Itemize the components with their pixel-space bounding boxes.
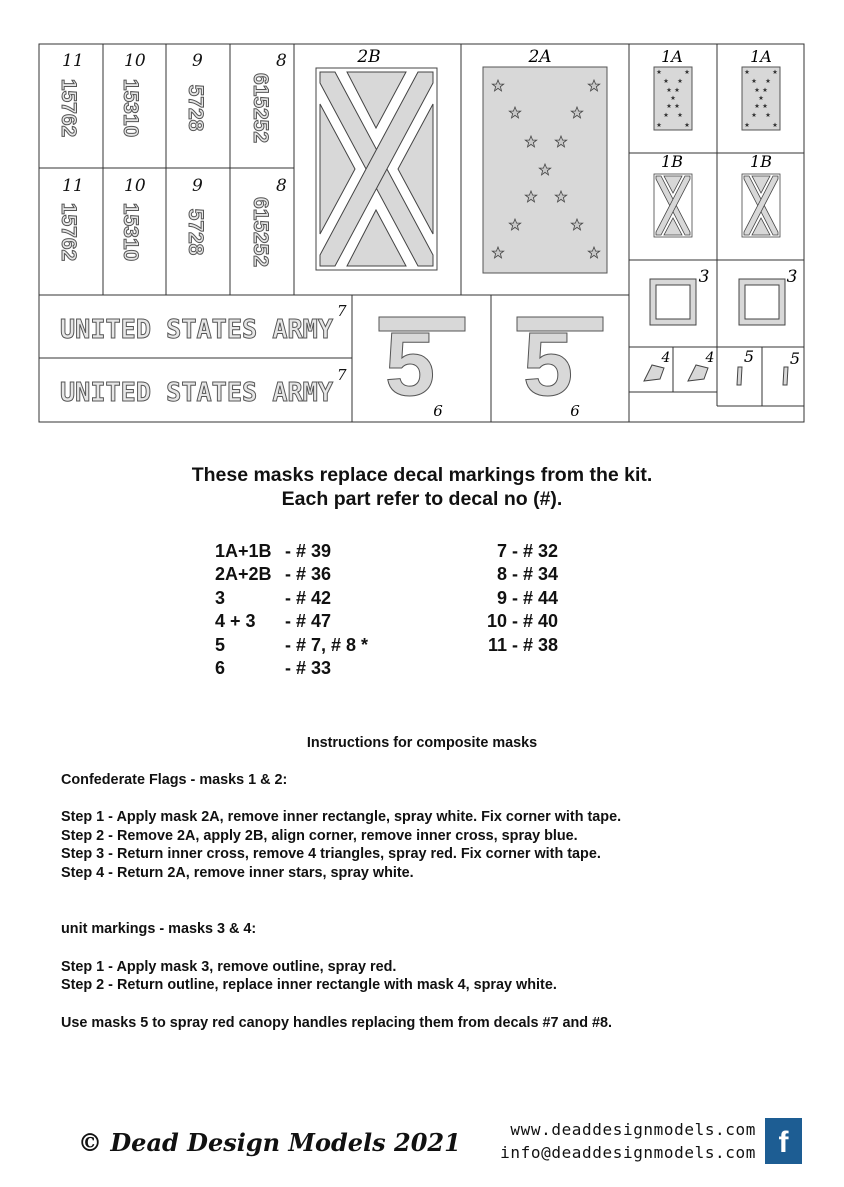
ref-part: 6 [215,658,226,678]
flag-2b-cross-mask [316,47,437,270]
mask-label-7-top: 7 [337,302,347,320]
mask-sheet [0,0,844,430]
flags-heading: Confederate Flags - masks 1 & 2: [61,772,288,788]
unit-heading: unit markings - masks 3 & 4: [61,921,257,937]
ref-right: 8 - # 34 [496,564,558,584]
mask-id-8-bottom: 8 [276,176,287,196]
mask-id-8-top: 8 [276,51,287,71]
ref-decal: - # 7, # 8 * [285,635,369,655]
mask-label-1b-left: 1B [661,152,683,171]
instructions-title: Instructions for composite masks [306,735,538,751]
heading-line-1: These masks replace decal markings from the kit. [191,464,653,486]
ref-part: 2A+2B [215,564,272,584]
mask-label-2a: 2A [528,47,552,67]
mask-3-squares [650,267,797,325]
digit-5-left: 5 [384,315,436,415]
mask-label-7-bottom: 7 [337,366,347,384]
mask-4-5-pieces [644,347,800,385]
flags-step-1: Step 1 - Apply mask 2A, remove inner rectangle, spray white. Fix corner with tape. [61,809,622,825]
unit-step-2: Step 2 - Return outline, replace inner rectangle with mask 4, spray white. [61,977,557,993]
ref-decal: - # 47 [285,611,332,631]
ref-right: 11 - # 38 [487,635,558,655]
ref-decal: - # 33 [285,658,332,678]
serial-615252-bottom: 615252 [249,196,272,268]
copyright: © Dead Design Models 2021 [78,1128,461,1157]
serial-15310-bottom: 15310 [119,202,142,262]
facebook-icon[interactable]: f [765,1118,802,1164]
mask-label-4-right: 4 [705,350,715,366]
flags-step-2: Step 2 - Remove 2A, apply 2B, align corner, remove inner cross, spray blue. [61,828,578,844]
mask-label-6-right: 6 [570,402,580,420]
mask-label-1a-left: 1A [661,47,683,66]
serial-5728-bottom: 5728 [184,208,207,256]
serial-15762-top: 15762 [57,78,80,138]
mask-label-5-left: 5 [743,347,755,366]
mask-id-10-bottom: 10 [124,176,146,196]
ref-part: 5 [215,635,226,655]
mask-label-3-right: 3 [786,267,798,287]
ref-part: 1A+1B [215,541,272,561]
serial-15762-bottom: 15762 [57,202,80,262]
flags-step-4: Step 4 - Return 2A, remove inner stars, spray white. [61,865,414,881]
flag-2a-stars-mask [483,47,607,273]
ref-right: 7 - # 32 [496,541,558,561]
mask-label-5-right: 5 [789,349,801,368]
mask-label-2b: 2B [357,47,381,67]
ref-part: 3 [215,588,226,608]
ref-part: 4 + 3 [215,611,256,631]
serial-615252-top: 615252 [249,72,272,144]
ref-right: 10 - # 40 [486,611,558,631]
digit-5-right: 5 [522,315,574,415]
heading-line-2: Each part refer to decal no (#). [281,488,563,510]
serial-15310-top: 15310 [119,78,142,138]
website-link[interactable]: www.deaddesignmodels.com [510,1120,756,1139]
serial-5728-top: 5728 [184,84,207,132]
ref-decal: - # 36 [285,564,332,584]
army-text-bottom: UNITED STATES ARMY [60,378,334,408]
mask-id-11-top: 11 [62,51,84,71]
email-link[interactable]: info@deaddesignmodels.com [500,1143,756,1162]
army-text-top: UNITED STATES ARMY [60,315,334,345]
mask-id-10-top: 10 [124,51,146,71]
mask-label-6-left: 6 [433,402,443,420]
mask-id-9-top: 9 [192,51,203,71]
mask-label-1a-right: 1A [750,47,772,66]
ref-right: 9 - # 44 [496,588,558,608]
mask-id-9-bottom: 9 [192,176,203,196]
mask-label-1b-right: 1B [750,152,772,171]
unit-step-1: Step 1 - Apply mask 3, remove outline, spray red. [61,959,397,975]
canopy-note: Use masks 5 to spray red canopy handles replacing them from decals #7 and #8. [61,1015,613,1031]
mask-label-3-left: 3 [698,267,710,287]
ref-decal: - # 42 [285,588,332,608]
flags-step-3: Step 3 - Return inner cross, remove 4 triangles, spray red. Fix corner with tape. [61,846,601,862]
mask-id-11-bottom: 11 [62,176,84,196]
mask-label-4-left: 4 [661,350,671,366]
ref-decal: - # 39 [285,541,332,561]
